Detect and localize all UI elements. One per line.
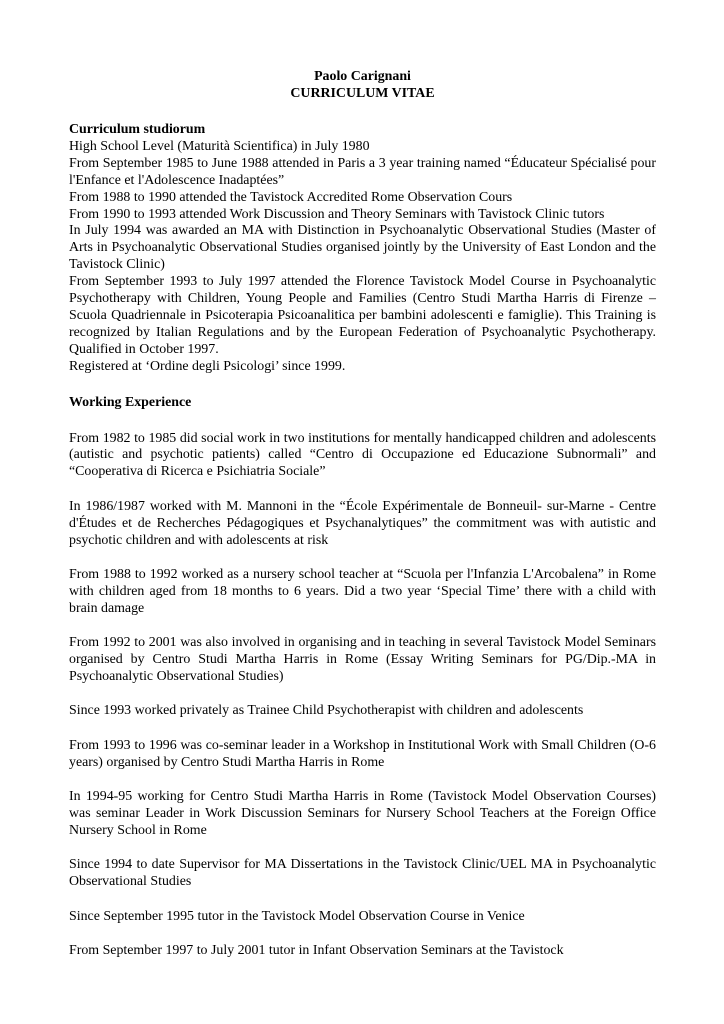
studies-section <box>69 122 656 376</box>
experience-section <box>69 395 656 960</box>
studies-item: From September 1985 to June 1988 attended in Paris a 3 year training named “Éducateur Spécialisé pour l'Enfance et l'Adolescence Inadaptées” <box>69 155 656 188</box>
author-name: Paolo Carignani <box>314 69 411 84</box>
studies-item: Registered at ‘Ordine degli Psicologi’ since 1999. <box>69 358 346 374</box>
studies-heading: Curriculum studiorum <box>69 122 206 137</box>
experience-item: Since September 1995 tutor in the Tavistock Model Observation Course in Venice <box>69 908 525 924</box>
experience-item: From 1992 to 2001 was also involved in organising and in teaching in several Tavistock Model Seminars organised by Centro Studi Martha Harris in Rome (Essay Writing Seminars for PG/Dip.-MA in Psychoanalytic Observational Studies) <box>69 635 656 684</box>
studies-item: From 1988 to 1990 attended the Tavistock Accredited Rome Observation Cours <box>69 189 513 205</box>
spacer <box>69 376 656 395</box>
experience-item: From September 1997 to July 2001 tutor in Infant Observation Seminars at the Tavistock <box>69 943 564 959</box>
experience-item: Since 1993 worked privately as Trainee Child Psychotherapist with children and adolescents <box>69 703 584 719</box>
studies-item: In July 1994 was awarded an MA with Distinction in Psychoanalytic Observational Studies (Master of Arts in Psychoanalytic Observational Studies organised jointly by the University of East London and the Tavistock Clinic) <box>69 223 656 273</box>
experience-item: In 1986/1987 worked with M. Mannoni in the “École Expérimentale de Bonneuil- sur-Marne - Centre d'Études et de Recherches Pédagogiques et Psychanalytiques” the commitment was with autistic and psychotic children and with adolescents at risk <box>69 498 656 548</box>
studies-item: From 1990 to 1993 attended Work Discussion and Theory Seminars with Tavistock Clinic tutors <box>69 206 605 222</box>
document-title: CURRICULUM VITAE <box>290 86 435 101</box>
experience-item: From 1982 to 1985 did social work in two institutions for mentally handicapped children and adolescents (autistic and psychotic patients) called “Centro di Occupazione ed Educazione Subnormali” and “Cooperativa di Ricerca e Psichiatria Sociale” <box>69 430 656 480</box>
studies-item: From September 1993 to July 1997 attended the Florence Tavistock Model Course in Psychoanalytic Psychotherapy with Children, Young People and Families (Centro Studi Martha Harris di Firenze – Scuola Quadriennale in Psicoterapia Psicoanalitica per bambini adolescenti e famiglie). This Training is recognized by Italian Regulations and by the European Federation of Psychoanalytic Psychotherapy. Qualified in October 1997. <box>69 274 656 357</box>
spacer <box>69 412 656 431</box>
experience-item: From 1988 to 1992 worked as a nursery school teacher at “Scuola per l'Infanzia L'Arcobalena” in Rome with children aged from 18 months to 6 years. Did a two year ‘Special Time’ there with a child with brain damage <box>69 566 656 616</box>
studies-item: High School Level (Maturità Scientifica) in July 1980 <box>69 138 370 154</box>
experience-heading: Working Experience <box>69 394 192 410</box>
spacer <box>69 103 656 122</box>
cv-header <box>69 69 656 103</box>
experience-item: In 1994-95 working for Centro Studi Martha Harris in Rome (Tavistock Model Observation Courses) was seminar Leader in Work Discussion Seminars for Nursery School Teachers at the Foreign Office Nursery School in Rome <box>69 789 656 838</box>
experience-item: Since 1994 to date Supervisor for MA Dissertations in the Tavistock Clinic/UEL MA in Psychoanalytic Observational Studies <box>69 857 656 890</box>
experience-item: From 1993 to 1996 was co-seminar leader in a Workshop in Institutional Work with Small Children (O-6 years) organised by Centro Studi Martha Harris in Rome <box>69 737 656 770</box>
cv-page-content <box>69 69 656 960</box>
